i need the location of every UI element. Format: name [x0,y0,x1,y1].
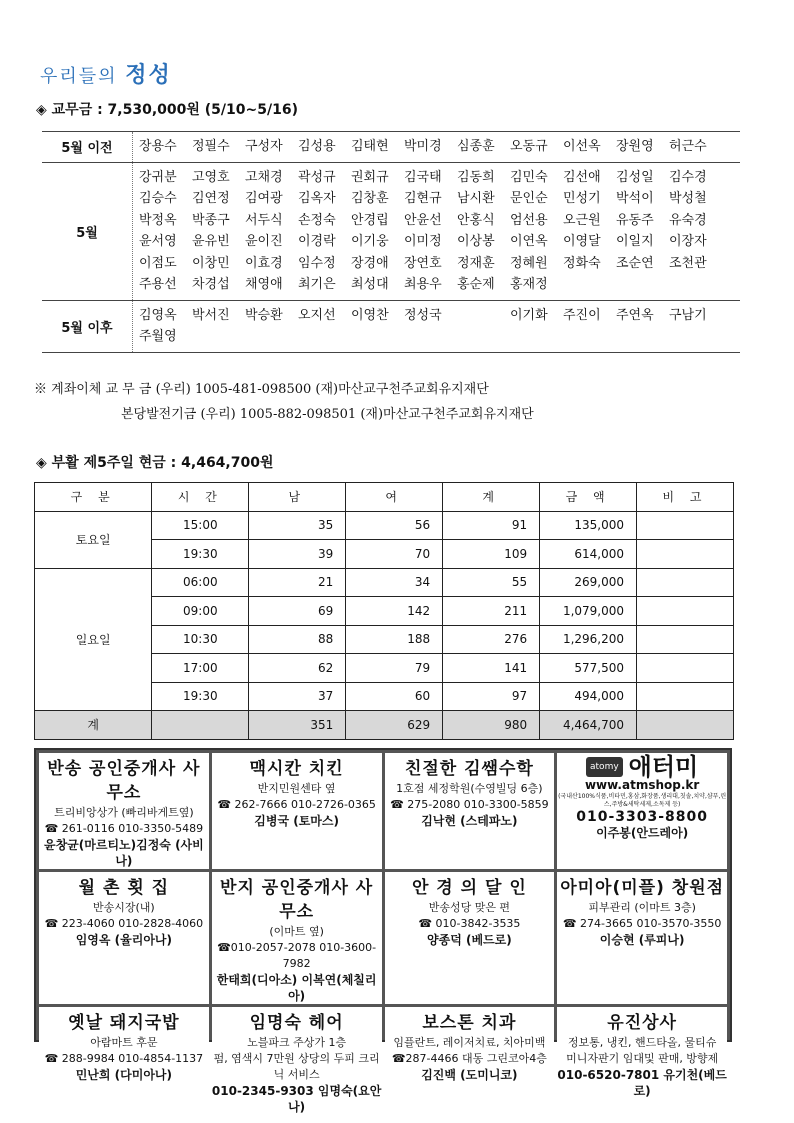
total-value [637,711,734,740]
donor-name: 김옥자 [298,191,336,206]
ad-detail: 반지민원센타 옆 [257,782,336,795]
donor-name: 정필수 [192,139,230,154]
value-cell: 91 [443,511,540,540]
value-cell: 56 [346,511,443,540]
ad-detail: 트리비앙상가 (빠리바게트옆) [54,806,194,819]
donor-name: 이연옥 [510,234,548,249]
value-cell: 70 [346,540,443,569]
collection-table [34,482,734,740]
ad-phone: 미니자판기 임대및 판매, 방향제 [566,1052,719,1065]
donor-row [42,132,740,163]
total-label: 계 [35,711,152,740]
ad-phone: ☎ 288-9984 010-4854-1137 [44,1052,204,1065]
donor-name: 문인순 [510,191,548,206]
donor-name: 이영달 [563,234,601,249]
value-cell: 188 [346,625,443,654]
donor-names [133,132,741,163]
ad-name: 임명숙 헤어 [249,1013,344,1033]
value-cell [637,511,734,540]
value-cell: 39 [249,540,346,569]
donor-name: 김연정 [192,191,230,206]
value-cell: 109 [443,540,540,569]
donor-name: 김선애 [563,169,601,185]
column-header: 여 [346,483,443,512]
donor-name: 이미정 [404,234,442,249]
ad-name: 안 경 의 달 인 [411,878,527,898]
donor-name: 이상봉 [457,234,495,249]
value-cell: 614,000 [540,540,637,569]
ad-contact: 한태희(디아소) 이복연(체칠리아) [216,973,377,1003]
ad-detail: 1호점 세정학원(수영빌딩 6층) [396,782,543,795]
donor-names [133,300,741,352]
donor-name: 김영옥 [139,307,177,323]
donor-name: 심종훈 [457,139,495,154]
donor-name: 주용선 [139,277,177,292]
donor-name: 장경애 [351,255,389,271]
donor-name: 이영찬 [351,307,389,323]
donor-name: 박정옥 [139,212,177,228]
ad-phone: ☎287-4466 대동 그린코아4층 [391,1052,547,1065]
title-main: 정성 [125,62,172,88]
donor-table [42,131,740,353]
donor-name: 오지선 [298,307,336,323]
table-row [35,511,734,540]
ad-detail: 정보통, 냉킨, 핸드타올, 물티슈 [567,1036,717,1049]
total-value: 629 [346,711,443,740]
donor-name: 정화숙 [563,255,601,271]
donor-name: 김승수 [139,191,177,206]
donor-line [139,167,740,189]
ad-contact: 김낙현 (스테파노) [421,814,518,828]
donor-name: 오근원 [563,212,601,228]
ad-box [39,753,209,869]
ad-url: www.atmshop.kr [584,778,700,792]
ad-detail: (국내산100%식품,비타민,홍삼,화장품,생리대,칫솔,치약,샴푸,린스,주방&세탁세제,소독제 등) [558,793,727,808]
ad-detail: 임플란트, 레이저치료, 치아미백 [393,1036,546,1049]
ad-box [385,872,555,1004]
ad-box [212,753,382,869]
account-line-1: ※ 계좌이체 교 무 금 (우리) 1005-481-098500 (재)마산교구천주교회유지재단 [34,382,489,397]
ad-box [39,1007,209,1115]
column-header: 금 액 [540,483,637,512]
donor-name: 최기은 [298,277,336,292]
total-value: 4,464,700 [540,711,637,740]
value-cell: 60 [346,682,443,711]
ad-box [212,1007,382,1115]
donor-name: 남시환 [457,191,495,206]
donor-name: 정성국 [404,307,442,323]
donor-name: 안경립 [351,212,389,228]
donor-line [139,188,740,210]
value-cell: 141 [443,654,540,683]
donor-row [42,300,740,352]
donor-period-label: 5월 이전 [42,132,133,163]
value-cell [637,682,734,711]
value-cell: 1,079,000 [540,597,637,626]
ad-detail: 반송시장(내) [93,901,155,914]
donor-name: 이기웅 [351,234,389,249]
donor-name: 구남기 [669,307,707,323]
donor-name: 박성철 [669,191,707,206]
donor-name: 박미경 [404,139,442,154]
donor-name: 이선옥 [563,139,601,154]
ad-box [212,872,382,1004]
donor-name: 이효경 [245,255,283,271]
donor-name: 김국태 [404,169,442,185]
donor-name: 김성일 [616,169,654,185]
donor-line [139,305,740,348]
value-cell: 79 [346,654,443,683]
time-cell: 17:00 [152,654,249,683]
donor-name: 장용수 [139,139,177,154]
value-cell [637,568,734,597]
donor-name: 정혜원 [510,255,548,271]
ad-detail: (이마트 옆) [269,925,324,938]
donor-name: 박석이 [616,191,654,206]
value-cell: 88 [249,625,346,654]
ad-phone: ☎ 010-3842-3535 [418,917,521,930]
donor-name: 엄선용 [510,212,548,228]
donor-name: 김성용 [298,139,336,154]
value-cell [637,654,734,683]
donor-name: 유숙경 [669,212,707,228]
collection-heading: ◈ 부활 제5주일 현금 : 4,464,700원 [36,455,274,471]
donor-name: 조순연 [616,255,654,271]
column-header: 시 간 [152,483,249,512]
donor-name: 안홍식 [457,212,495,228]
total-value: 351 [249,711,346,740]
donor-name: 김태현 [351,139,389,154]
value-cell: 97 [443,682,540,711]
donor-name: 장연호 [404,255,442,271]
donor-line [139,274,740,296]
time-cell: 15:00 [152,511,249,540]
ad-contact: 김진백 (도미니코) [421,1068,518,1082]
ad-box [385,753,555,869]
donor-name: 최성대 [351,277,389,292]
value-cell: 135,000 [540,511,637,540]
ads-grid [34,748,732,1114]
donor-name: 유동주 [616,212,654,228]
tithe-heading: ◈ 교무금 : 7,530,000원 (5/10~5/16) [36,102,298,118]
donor-name: 이창민 [192,255,230,271]
value-cell: 34 [346,568,443,597]
donor-names [133,162,741,300]
total-value: 980 [443,711,540,740]
ad-phone: 010-3303-8800 [576,809,709,825]
donor-name: 주연옥 [616,307,654,323]
ad-phone: ☎ 261-0116 010-3350-5489 [44,822,204,835]
donor-name: 서두식 [245,212,283,228]
donor-name: 윤이진 [245,234,283,249]
value-cell [637,625,734,654]
ad-box [557,1007,727,1115]
donor-name: 홍재정 [510,277,548,292]
donor-name: 주진이 [563,307,601,323]
time-cell: 19:30 [152,540,249,569]
donor-name: 김창훈 [351,191,389,206]
donor-name: 김동희 [457,169,495,185]
value-cell: 62 [249,654,346,683]
ad-name: 보스톤 치과 [422,1013,517,1033]
time-cell: 09:00 [152,597,249,626]
value-cell: 276 [443,625,540,654]
total-row [35,711,734,740]
value-cell: 55 [443,568,540,597]
donor-name: 강귀분 [139,169,177,185]
value-cell: 494,000 [540,682,637,711]
ad-phone: 펌, 염색시 7만원 상당의 두피 크리닉 서비스 [213,1052,380,1081]
value-cell: 35 [249,511,346,540]
donor-name: 이장자 [669,234,707,249]
donor-name: 주월영 [139,329,177,344]
ad-contact: 임영옥 (율리아나) [75,933,173,947]
ad-phone: ☎ 223-4060 010-2828-4060 [44,917,204,930]
donor-name: 장원영 [616,139,654,154]
donor-name: 정재훈 [457,255,495,271]
ad-name: 아미아(미플) 창원점 [560,878,725,898]
donor-name: 최용우 [404,277,442,292]
donor-name: 곽성규 [298,169,336,185]
time-cell: 10:30 [152,625,249,654]
donor-name: 김여광 [245,191,283,206]
ad-name: 반송 공인중개사 사무소 [47,759,201,803]
day-label: 토요일 [35,511,152,568]
title-prefix: 우리들의 [40,66,118,87]
donor-name: 조천관 [669,255,707,271]
donor-name: 권회규 [351,169,389,185]
ad-contact: 김병국 (토마스) [254,814,339,828]
donor-name: 박승환 [245,307,283,323]
donor-name: 김수경 [669,169,707,185]
donor-name: 이기화 [510,307,548,323]
donor-name: 차경섭 [192,277,230,292]
value-cell [637,597,734,626]
donor-name: 홍순제 [457,277,495,292]
column-header: 구 분 [35,483,152,512]
time-cell: 19:30 [152,682,249,711]
ad-box [39,872,209,1004]
ad-name: 맥시칸 치킨 [249,759,344,779]
donor-name: 오동규 [510,139,548,154]
ad-name: 월 촌 횟 집 [78,878,170,898]
donor-name: 채영애 [245,277,283,292]
value-cell: 269,000 [540,568,637,597]
ad-phone: ☎ 262-7666 010-2726-0365 [217,798,376,811]
donor-name: 윤서영 [139,234,177,249]
ad-logo-row [557,753,727,781]
donor-period-label: 5월 이후 [42,300,133,352]
donor-name: 박종구 [192,212,230,228]
donor-name: 민성기 [563,191,601,206]
page-title [40,58,172,89]
donor-line [139,136,740,158]
ad-phone: ☎010-2057-2078 010-3600-7982 [217,941,377,970]
ad-phone: ☎ 275-2080 010-3300-5859 [390,798,549,811]
ad-contact: 민난희 (다미아나) [75,1068,173,1082]
ad-box [557,872,727,1004]
ad-contact: 010-2345-9303 임명숙(요안나) [211,1084,382,1114]
ad-detail: 아람마트 후문 [90,1036,158,1049]
account-line-2: 본당발전기금 (우리) 1005-882-098501 (재)마산교구천주교회유지재단 [121,407,534,422]
ad-name: 애터미 [628,753,699,781]
donor-name: 고채경 [245,169,283,185]
ad-phone: ☎ 274-3665 010-3570-3550 [562,917,722,930]
donor-name: 박서진 [192,307,230,323]
donor-name: 김현규 [404,191,442,206]
column-header: 남 [249,483,346,512]
value-cell: 21 [249,568,346,597]
ad-name: 옛날 돼지국밥 [68,1013,180,1033]
donor-name: 손정숙 [298,212,336,228]
column-header: 계 [443,483,540,512]
value-cell: 211 [443,597,540,626]
donor-name: 김민숙 [510,169,548,185]
day-label: 일요일 [35,568,152,711]
value-cell: 1,296,200 [540,625,637,654]
ad-contact: 이승현 (루피나) [599,933,685,947]
donor-line [139,253,740,275]
donor-name: 허근수 [669,139,707,154]
ad-name: 친절한 김쌤수학 [404,759,534,779]
donor-name: 고영호 [192,169,230,185]
value-cell: 69 [249,597,346,626]
donor-name: 윤유빈 [192,234,230,249]
donor-name: 이점도 [139,255,177,271]
time-cell: 06:00 [152,568,249,597]
table-row [35,568,734,597]
donor-line [139,231,740,253]
column-header: 비 고 [637,483,734,512]
ad-box [385,1007,555,1115]
ad-detail: 반송성당 맞은 편 [428,901,511,914]
donor-row [42,162,740,300]
ad-contact: 양종덕 (베드로) [427,933,512,947]
ad-box [557,753,727,869]
donor-line [139,210,740,232]
ad-detail: 노블파크 주상가 1층 [247,1036,347,1049]
value-cell: 37 [249,682,346,711]
total-blank [152,711,249,740]
donor-name: 임수정 [298,255,336,271]
donor-name: 구성자 [245,139,283,154]
ad-detail: 피부관리 (이마트 3층) [588,901,696,914]
ad-contact: 010-6520-7801 유기천(베드로) [557,1068,727,1098]
donor-name: 이일지 [616,234,654,249]
ad-contact: 윤창균(마르티노)김정숙 (사비나) [44,838,204,868]
value-cell: 577,500 [540,654,637,683]
ad-name: 유진상사 [607,1013,677,1033]
donor-name: 안윤선 [404,212,442,228]
value-cell: 142 [346,597,443,626]
donor-name: 이경락 [298,234,336,249]
donor-period-label: 5월 [42,162,133,300]
ad-name: 반지 공인중개사 사무소 [220,878,374,922]
atomy-logo: atomy [586,757,623,777]
value-cell [637,540,734,569]
ad-contact: 이주봉(안드레아) [596,826,689,840]
